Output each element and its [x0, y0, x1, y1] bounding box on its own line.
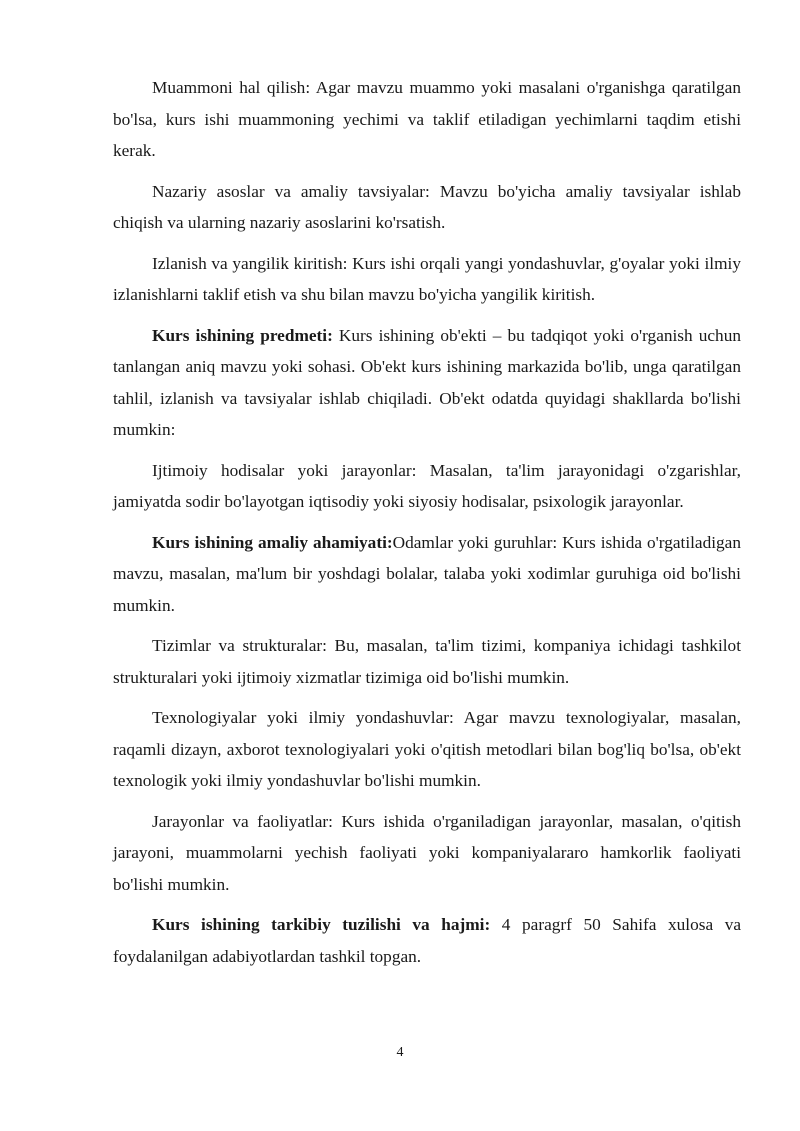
page-content — [113, 72, 741, 981]
paragraph-problem-solving — [113, 72, 741, 167]
paragraph-text: Izlanish va yangilik kiritish: Kurs ishi orqali yangi yondashuvlar, g'oyalar yoki ilmiy izlanishlarni taklif etish va shu bilan mavzu bo'yicha yangilik kiritish. — [113, 253, 741, 304]
paragraph-research-innovation — [113, 248, 741, 311]
paragraph-text: Ijtimoiy hodisalar yoki jarayonlar: Masalan, ta'lim jarayonidagi o'zgarishlar, jamiyatda sodir bo'layotgan iqtisodiy yoki siyosiy hodisalar, psixologik jarayonlar. — [113, 460, 741, 511]
paragraph-theory-practice — [113, 176, 741, 239]
paragraph-text: 4 paragrf 50 Sahifa xulosa va foydalanilgan adabiyotlardan tashkil topgan. — [113, 915, 742, 966]
paragraph-heading: Kurs ishining tarkibiy tuzilishi va hajmi: — [152, 915, 491, 934]
paragraph-text: Texnologiyalar yoki ilmiy yondashuvlar: Agar mavzu texnologiyalar, masalan, raqamli dizayn, axborot texnologiyalari yoki o'qitish metodlari bilan bog'liq bo'lsa, ob'ekt texnologik yoki ilmiy yondashuvlar bo'lishi mumkin. — [113, 708, 741, 790]
paragraph-processes-activities — [113, 806, 741, 901]
paragraph-systems-structures — [113, 630, 741, 693]
paragraph-text: Jarayonlar va faoliyatlar: Kurs ishida o'rganiladigan jarayonlar, masalan, o'qitish jarayoni, muammolarni yechish faoliyati yoki kompaniyalararo hamkorlik faoliyati bo'lishi mumkin. — [113, 811, 741, 894]
paragraph-technologies — [113, 702, 741, 797]
paragraph-text: Muammoni hal qilish: Agar mavzu muammo yoki masalani o'rganishga qaratilgan bo'lsa, kurs ishi muammoning yechimi va taklif etiladigan yechimlarni taqdim etishi kerak. — [113, 78, 741, 160]
paragraph-text: Odamlar yoki guruhlar: Kurs ishida o'rgatiladigan mavzu, masalan, ma'lum bir yoshdagi bolalar, talaba yoki xodimlar guruhiga oid bo'lishi mumkin. — [113, 532, 741, 615]
paragraph-practical-significance — [113, 527, 741, 622]
page-number: 4 — [396, 1045, 404, 1060]
paragraph-structure-volume — [113, 909, 741, 972]
paragraph-text: Kurs ishining ob'ekti – bu tadqiqot yoki o'rganish uchun tanlangan aniq mavzu yoki sohasi. Ob'ekt kurs ishining markazida bo'lib, unga qaratilgan tahlil, izlanish va tavsiyalar ishlab chiqiladi. Ob'ekt odatda quyidagi shakllarda bo'lishi mumkin: — [113, 325, 741, 439]
paragraph-course-subject — [113, 320, 741, 446]
paragraph-social-phenomena — [113, 455, 741, 518]
paragraph-text: Tizimlar va strukturalar: Bu, masalan, ta'lim tizimi, kompaniya ichidagi tashkilot strukturalari yoki ijtimoiy xizmatlar tizimiga oid bo'lishi mumkin. — [113, 636, 741, 687]
paragraph-text: Nazariy asoslar va amaliy tavsiyalar: Mavzu bo'yicha amaliy tavsiyalar ishlab chiqish va ularning nazariy asoslarini ko'rsatish. — [113, 181, 741, 232]
paragraph-heading: Kurs ishining amaliy ahamiyati: — [152, 532, 393, 552]
paragraph-heading: Kurs ishining predmeti: — [152, 325, 333, 345]
